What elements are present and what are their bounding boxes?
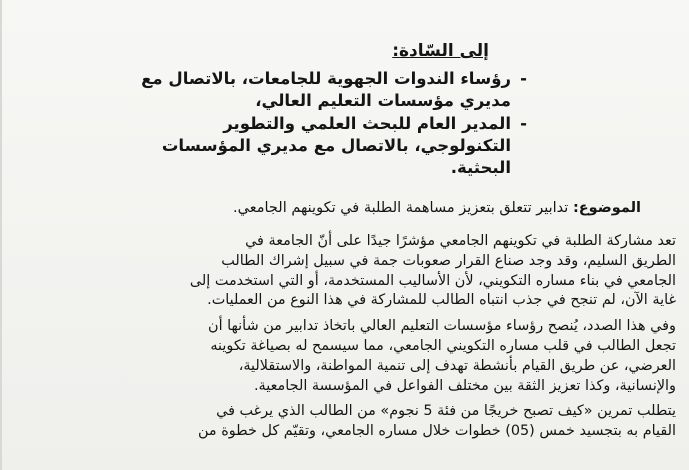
body-line: غاية الآن، لم تنجح في جذب انتباه الطالب للمشاركة في هذا النوع من العمليات. bbox=[207, 292, 676, 309]
recipient-heading: إلى السّادة: bbox=[392, 41, 489, 61]
subject-text: تدابير تتعلق بتعزيز مساهمة الطلبة في تكوينهم الجامعي. bbox=[233, 200, 569, 216]
body-line: يتطلب تمرين «كيف تصبح خريجًا من فئة 5 نجوم» من الطالب الذي يرغب في bbox=[216, 403, 676, 420]
recipient-line: رؤساء الندوات الجهوية للجامعات، بالاتصال مع bbox=[141, 69, 511, 88]
body-paragraph bbox=[12, 402, 676, 442]
body-line: تجعل الطالب في قلب مساره التكويني الجامعي، مما سيسمح له بصياغة تكوينه bbox=[210, 337, 676, 354]
body-line: القيام به بتجسيد خمس (05) خطوات خلال مساره الجامعي، وتقيّم كل خطوة من bbox=[197, 423, 676, 440]
document-body bbox=[12, 232, 676, 448]
body-paragraph bbox=[12, 317, 676, 396]
recipient-line: مديري مؤسسات التعليم العالي، bbox=[255, 91, 511, 110]
recipient-line: المدير العام للبحث العلمي والتطوير bbox=[223, 114, 511, 133]
recipient-item-2 bbox=[107, 113, 527, 179]
recipient-dash: - bbox=[520, 69, 527, 88]
recipient-item-1 bbox=[111, 68, 527, 112]
recipient-dash: - bbox=[520, 114, 527, 133]
subject-line bbox=[81, 200, 641, 216]
body-line: والإنسانية، وكذا تعزيز الثقة بين مختلف الفواعل في المؤسسة الجامعية. bbox=[253, 377, 676, 394]
subject-label: الموضوع: bbox=[572, 200, 641, 216]
body-paragraph bbox=[12, 232, 676, 311]
body-line: العرضي، عن طريق القيام بأنشطة تهدف إلى تنمية المواطنة، والاستقلالية، bbox=[238, 357, 676, 374]
body-line: تعد مشاركة الطلبة في تكوينهم الجامعي مؤشرًا جيدًا على أنّ الجامعة في bbox=[245, 233, 676, 249]
page-edge bbox=[0, 0, 2, 470]
recipient-line: البحثية. bbox=[450, 158, 511, 177]
body-line: وفي هذا الصدد، يُنصح رؤساء مؤسسات التعليم العالي باتخاذ تدابير من شأنها أن bbox=[208, 318, 676, 335]
body-line: الجامعي في بناء مساره التكويني، لأن الأساليب المستخدمة، أو التي استخدمت إلى bbox=[189, 272, 676, 289]
body-line: الطريق السليم، وقد وجد صناع القرار صعوبات جمة في سبيل إشراك الطالب bbox=[221, 252, 676, 269]
recipient-line: التكنولوجي، بالاتصال مع مديري المؤسسات bbox=[161, 136, 511, 155]
